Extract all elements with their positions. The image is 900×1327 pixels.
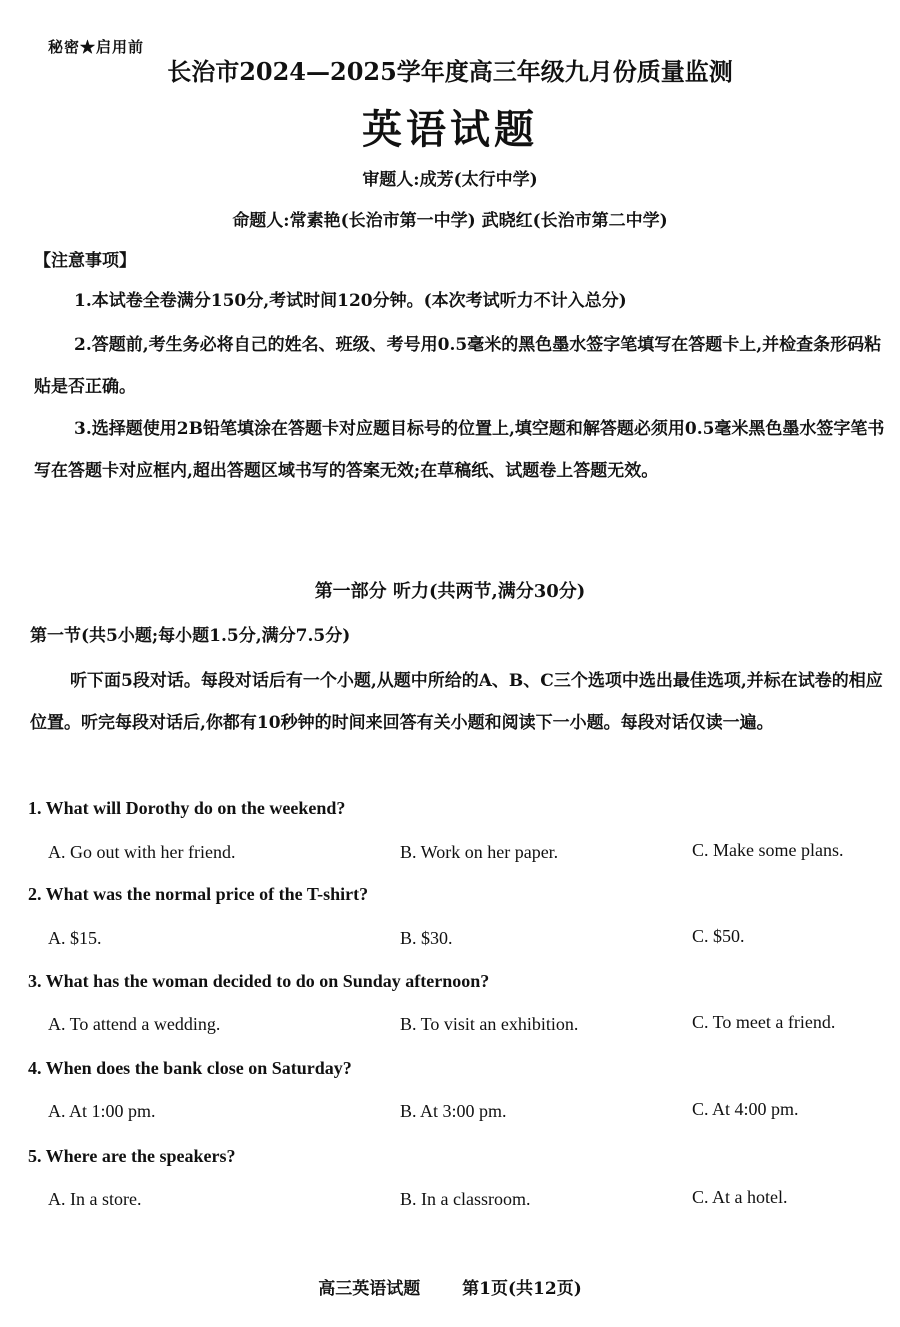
section-one-title: 第一节(共5小题;每小题1.5分,满分7.5分)	[30, 626, 351, 646]
notice-item-2: 2.答题前,考生务必将自己的姓名、班级、考号用0.5毫米的黑色墨水签字笔填写在答题卡上,并检查条形码粘贴是否正确。	[34, 335, 882, 397]
notice-item-1: 1.本试卷全卷满分150分,考试时间120分钟。(本次考试听力不计入总分)	[74, 291, 627, 311]
question-4-option-c: C. At 4:00 pm.	[692, 1099, 799, 1119]
exam-subject-title: 英语试题	[362, 106, 538, 153]
setters-line: 命题人:常素艳(长治市第一中学) 武晓红(长治市第二中学)	[232, 211, 668, 231]
question-5-option-b: B. In a classroom.	[400, 1189, 531, 1209]
question-4-option-a: A. At 1:00 pm.	[48, 1101, 156, 1121]
question-3-option-a: A. To attend a wedding.	[48, 1014, 221, 1034]
listening-instructions: 听下面5段对话。每段对话后有一个小题,从题中所给的A、B、C三个选项中选出最佳选项,并标在试卷的相应位置。听完每段对话后,你都有10秒钟的时间来回答有关小题和阅读下一小题。每段对话仅读一遍。	[30, 671, 883, 733]
question-3-option-c: C. To meet a friend.	[692, 1012, 836, 1032]
question-2-option-c: C. $50.	[692, 926, 745, 946]
reviewer-line: 审题人:成芳(太行中学)	[362, 170, 538, 190]
secret-label: 秘密★启用前	[48, 38, 145, 56]
question-3: 3. What has the woman decided to do on Sunday afternoon?	[28, 971, 490, 991]
question-5-option-c: C. At a hotel.	[692, 1187, 788, 1207]
exam-header-title: 长治市2024—2025学年度高三年级九月份质量监测	[167, 57, 733, 86]
notice-item-3: 3.选择题使用2B铅笔填涂在答题卡对应题目标号的位置上,填空题和解答题必须用0.5毫米黑色墨水签字笔书写在答题卡对应框内,超出答题区域书写的答案无效;在草稿纸、试题卷上答题无效。	[34, 419, 885, 481]
question-2-option-a: A. $15.	[48, 928, 102, 948]
question-1-option-c: C. Make some plans.	[692, 840, 844, 860]
footer-page-number: 第1页(共12页)	[462, 1279, 582, 1299]
question-1: 1. What will Dorothy do on the weekend?	[28, 798, 346, 818]
question-4-option-b: B. At 3:00 pm.	[400, 1101, 507, 1121]
question-5: 5. Where are the speakers?	[28, 1146, 236, 1166]
notice-heading: 【注意事项】	[34, 251, 136, 271]
question-1-option-b: B. Work on her paper.	[400, 842, 559, 862]
page-footer	[0, 1274, 900, 1299]
question-5-option-a: A. In a store.	[48, 1189, 142, 1209]
part-one-title: 第一部分 听力(共两节,满分30分)	[314, 581, 586, 602]
question-4: 4. When does the bank close on Saturday?	[28, 1058, 352, 1078]
question-2-option-b: B. $30.	[400, 928, 453, 948]
question-3-option-b: B. To visit an exhibition.	[400, 1014, 579, 1034]
question-2: 2. What was the normal price of the T-shirt?	[28, 884, 369, 904]
question-1-option-a: A. Go out with her friend.	[48, 842, 236, 862]
footer-exam-name: 高三英语试题	[318, 1279, 421, 1299]
